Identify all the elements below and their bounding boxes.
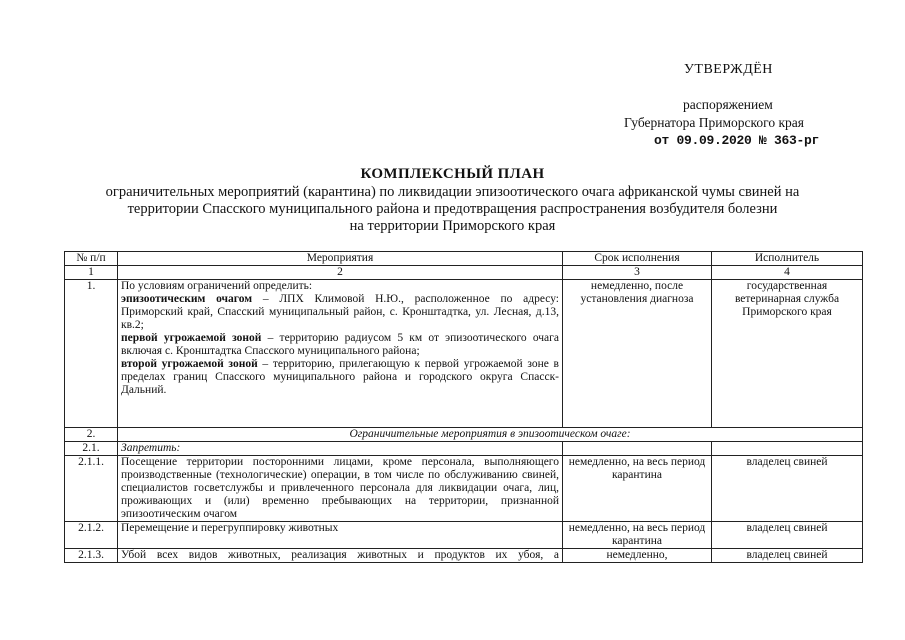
header-executor: Исполнитель <box>712 252 863 266</box>
row-executor: владелец свиней <box>712 522 863 549</box>
row-number: 2.1.2. <box>65 522 118 549</box>
col-num-2: 2 <box>118 266 563 280</box>
section-title: Ограничительные мероприятия в эпизоотическом очаге: <box>118 428 863 442</box>
approval-line-1: распоряжением <box>683 97 773 112</box>
subtitle-line-1: ограничительных мероприятий (карантина) по ликвидации эпизоотического очага африканской чумы свиней на <box>105 184 800 200</box>
table-row <box>65 456 863 522</box>
document-subtitle <box>60 184 845 235</box>
table-row <box>65 549 863 563</box>
subtitle-line-3: на территории Приморского края <box>349 218 556 234</box>
row-executor: владелец свиней <box>712 549 863 563</box>
row-term: немедленно, на весь период карантина <box>563 522 712 549</box>
row-intro: По условиям ограничений определить: <box>121 280 313 292</box>
plan-table <box>64 251 863 563</box>
zone1-text: – территорию радиусом 5 км от эпизоотического очага включая с. Кронштадтка Спасского муниципального района; <box>121 332 559 357</box>
col-num-1: 1 <box>65 266 118 280</box>
row-executor: государственная ветеринарная служба Приморского края <box>712 280 863 428</box>
zone2-text: – территорию, прилегающую к первой угрожаемой зоне в пределах границ Спасского муниципального района и городского округа Спасск-Дальний. <box>121 358 559 396</box>
table-row <box>65 522 863 549</box>
row-measure: Перемещение и перегруппировку животных <box>118 522 563 549</box>
column-number-row <box>65 266 863 280</box>
approval-number: от 09.09.2020 № 363-рг <box>654 133 820 148</box>
row-executor: владелец свиней <box>712 456 863 522</box>
row-measure: Убой всех видов животных, реализация животных и продуктов их убоя, а <box>118 549 563 563</box>
approval-line-2: Губернатора Приморского края <box>624 115 804 130</box>
header-term: Срок исполнения <box>563 252 712 266</box>
empty-cell <box>712 442 863 456</box>
col-num-3: 3 <box>563 266 712 280</box>
row-term: немедленно, на весь период карантина <box>563 456 712 522</box>
table-row <box>65 280 863 428</box>
row-number: 2.1.1. <box>65 456 118 522</box>
row-number: 2.1.3. <box>65 549 118 563</box>
document-title: КОМПЛЕКСНЫЙ ПЛАН <box>360 166 545 182</box>
subtitle-line-2: территории Спасского муниципального района и предотвращения распространения возбудителя болезни <box>127 201 778 217</box>
section-row <box>65 428 863 442</box>
approval-title: УТВЕРЖДЁН <box>684 62 773 77</box>
empty-cell <box>563 442 712 456</box>
subsection-number: 2.1. <box>65 442 118 456</box>
focus-label: эпизоотическим очагом <box>121 293 253 305</box>
table-header-row <box>65 252 863 266</box>
subsection-row <box>65 442 863 456</box>
row-measure: Посещение территории посторонними лицами, кроме персонала, выполняющего производственные (технологические) операции, в том числе по обслуживанию свиней, специалистов госветслужбы и привлеченного персонала для ликвидации очага, лиц, проживающих и (или) временно пребывающих на территории, признанной эпизоотическим очагом <box>118 456 563 522</box>
header-measures: Мероприятия <box>118 252 563 266</box>
row-term: немедленно, <box>563 549 712 563</box>
row-measure <box>118 280 563 428</box>
header-number: № п/п <box>65 252 118 266</box>
zone2-label: второй угрожаемой зоной <box>121 358 258 370</box>
subsection-title: Запретить: <box>118 442 563 456</box>
focus-text: – ЛПХ Климовой Н.Ю., расположенное по адресу: Приморский край, Спасский муниципальный район, с. Кронштадтка, ул. Лесная, д.13, кв.2; <box>121 293 559 331</box>
col-num-4: 4 <box>712 266 863 280</box>
row-number: 1. <box>65 280 118 428</box>
row-term: немедленно, после установления диагноза <box>563 280 712 428</box>
zone1-label: первой угрожаемой зоной <box>121 332 262 344</box>
section-number: 2. <box>65 428 118 442</box>
